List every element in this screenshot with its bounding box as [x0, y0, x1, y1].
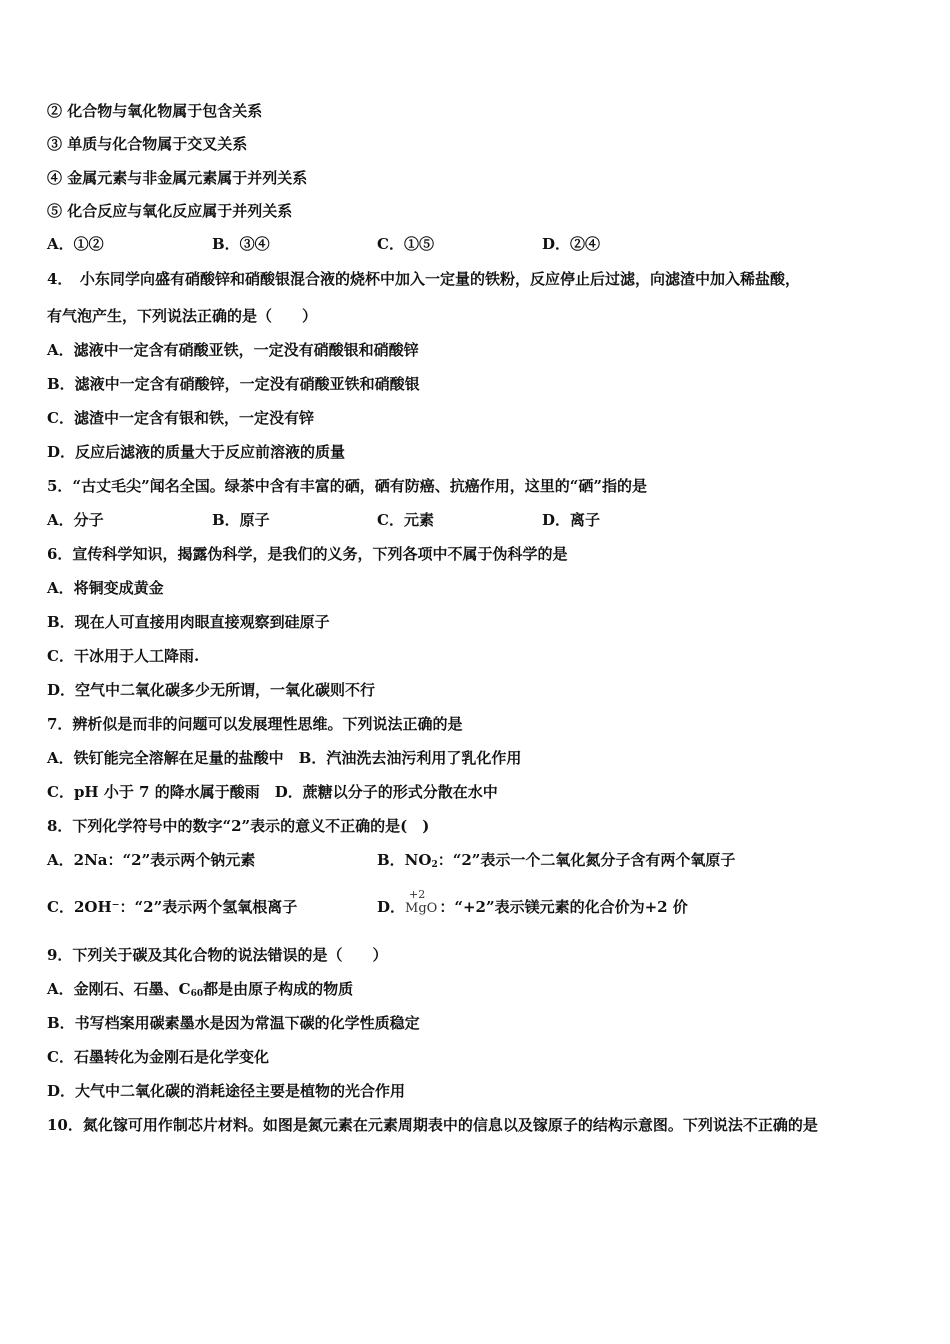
q6-option-c: C．干冰用于人工降雨.: [47, 647, 200, 665]
q7-options-cd: C．pH 小于 7 的降水属于酸雨 D．蔗糖以分子的形式分散在水中: [47, 783, 498, 801]
q6-option-d: D．空气中二氧化碳多少无所谓，一氧化碳则不行: [47, 681, 376, 699]
q4-option-b: B．滤液中一定含有硝酸锌，一定没有硝酸亚铁和硝酸银: [47, 375, 420, 393]
q3-option-a: A．①②: [47, 235, 104, 253]
q3-option-c: C．①⑤: [377, 235, 434, 253]
q3-item-3: ③ 单质与化合物属于交叉关系: [47, 135, 248, 153]
q3-item-5: ⑤ 化合反应与氧化反应属于并列关系: [47, 202, 293, 220]
q6-stem: 6．宣传科学知识，揭露伪科学，是我们的义务，下列各项中不属于伪科学的是: [47, 545, 568, 563]
q4-option-c: C．滤渣中一定含有银和铁，一定没有锌: [47, 409, 314, 427]
q5-option-c: C．元素: [377, 511, 434, 529]
q8-option-d: D． +2 MgO ：“+2”表示镁元素的化合价为+2 价: [377, 897, 688, 919]
q7-options-ab: A．铁钉能完全溶解在足量的盐酸中 B．汽油洗去油污利用了乳化作用: [47, 749, 522, 767]
q5-stem: 5．“古丈毛尖”闻名全国。绿茶中含有丰富的硒，硒有防癌、抗癌作用，这里的“硒”指的是: [47, 477, 647, 495]
q9-option-b: B．书写档案用碳素墨水是因为常温下碳的化学性质稳定: [47, 1014, 420, 1032]
q8-option-a: A．2Na：“2”表示两个钠元素: [47, 851, 256, 869]
q5-option-d: D．离子: [542, 511, 601, 529]
mgo-formula: +2 MgO: [405, 899, 437, 919]
q9-option-d: D．大气中二氧化碳的消耗途径主要是植物的光合作用: [47, 1082, 406, 1100]
q4-stem-line-1: 4． 小东同学向盛有硝酸锌和硝酸银混合液的烧杯中加入一定量的铁粉，反应停止后过滤，向滤渣中加入稀盐酸，: [47, 270, 800, 288]
q3-item-2: ② 化合物与氧化物属于包含关系: [47, 102, 263, 120]
q3-option-d: D．②④: [542, 235, 601, 253]
q9-option-c: C．石墨转化为金刚石是化学变化: [47, 1048, 269, 1066]
q7-stem: 7．辨析似是而非的问题可以发展理性思维。下列说法正确的是: [47, 715, 463, 733]
q5-option-b: B．原子: [212, 511, 270, 529]
q8-option-c: C．2OH⁻：“2”表示两个氢氧根离子: [47, 898, 298, 916]
q4-stem-line-2: 有气泡产生，下列说法正确的是（ ）: [47, 307, 318, 325]
q9-stem: 9．下列关于碳及其化合物的说法错误的是（ ）: [47, 946, 388, 964]
q5-option-a: A．分子: [47, 511, 104, 529]
q6-option-b: B．现在人可直接用肉眼直接观察到硅原子: [47, 613, 330, 631]
q9-option-a: A．金刚石、石墨、$C_{60}$都是由原子构成的物质: [47, 980, 354, 999]
q3-option-b: B．③④: [212, 235, 270, 253]
q4-option-a: A．滤液中一定含有硝酸亚铁，一定没有硝酸银和硝酸锌: [47, 341, 419, 359]
mgo-charge: +2: [409, 888, 426, 901]
q3-item-4: ④ 金属元素与非金属元素属于并列关系: [47, 169, 308, 187]
q10-stem: 10．氮化镓可用作制芯片材料。如图是氮元素在元素周期表中的信息以及镓原子的结构示意图。下列说法不正确的是: [47, 1116, 818, 1134]
q8-option-b: B．$NO_2$：“2”表示一个二氧化氮分子含有两个氧原子: [377, 851, 736, 870]
q4-option-d: D．反应后滤液的质量大于反应前溶液的质量: [47, 443, 346, 461]
q8-stem: 8．下列化学符号中的数字“2”表示的意义不正确的是( ): [47, 817, 430, 835]
q6-option-a: A．将铜变成黄金: [47, 579, 164, 597]
